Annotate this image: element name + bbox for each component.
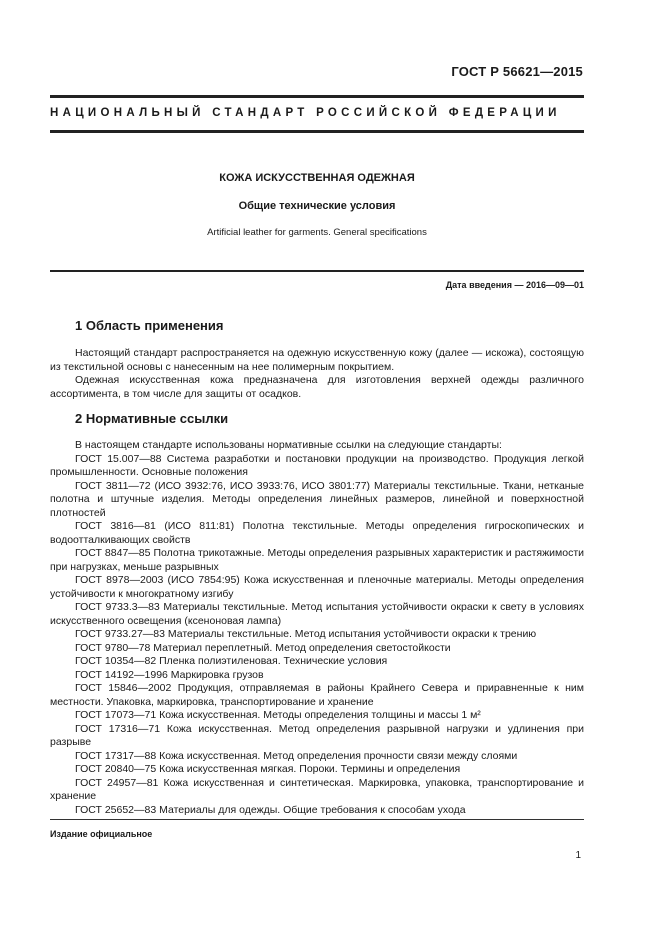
introduction-date: Дата введения — 2016—09—01: [445, 280, 584, 290]
reference-entry: ГОСТ 15.007—88 Система разработки и постановки продукции на производство. Продукция легкой промышленности. Основные положения: [50, 452, 584, 478]
section-1-paragraph: Настоящий стандарт распространяется на одежную искусственную кожу (далее — искожа), состоящую из текстильной основы с нанесенным на нее полимерным покрытием.: [50, 347, 584, 373]
section-2-intro: В настоящем стандарте использованы нормативные ссылки на следующие стандарты:: [75, 439, 502, 451]
reference-entry: ГОСТ 10354—82 Пленка полиэтиленовая. Технические условия: [75, 655, 388, 667]
reference-entry: ГОСТ 17073—71 Кожа искусственная. Методы определения толщины и массы 1 м²: [75, 709, 481, 721]
reference-entry: ГОСТ 9733.3—83 Материалы текстильные. Метод испытания устойчивости окраски к свету в условиях искусственного освещения (ксеноновая лампа): [50, 601, 584, 627]
document-title: КОЖА ИСКУССТВЕННАЯ ОДЕЖНАЯ: [219, 172, 415, 184]
reference-entry: ГОСТ 9733.27—83 Материалы текстильные. Метод испытания устойчивости окраски к трению: [75, 628, 537, 640]
reference-entry: ГОСТ 17316—71 Кожа искусственная. Метод определения разрывной нагрузки и удлинения при разрыве: [50, 722, 584, 748]
reference-entry: ГОСТ 20840—75 Кожа искусственная мягкая. Пороки. Термины и определения: [75, 763, 461, 775]
reference-entry: ГОСТ 17317—88 Кожа искусственная. Метод определения прочности связи между слоями: [75, 749, 518, 762]
reference-entry: ГОСТ 24957—81 Кожа искусственная и синтетическая. Маркировка, упаковка, транспортирование и хранение: [50, 776, 584, 802]
edition-label: Издание официальное: [50, 829, 153, 839]
page-number: 1: [575, 850, 581, 861]
section-2-heading: 2 Нормативные ссылки: [75, 411, 229, 426]
reference-entry: ГОСТ 8978—2003 (ИСО 7854:95) Кожа искусственная и пленочные материалы. Методы определения устойчивости к многократному изгибу: [50, 574, 584, 600]
reference-entry: ГОСТ 3816—81 (ИСО 811:81) Полотна текстильные. Методы определения гигроскопических и водоотталкивающих свойств: [50, 520, 584, 546]
section-1-body: [50, 347, 584, 401]
section-1-paragraph: Одежная искусственная кожа предназначена для изготовления верхней одежды различного ассортимента, в том числе для защиты от осадков.: [50, 374, 584, 400]
reference-entry: ГОСТ 15846—2002 Продукция, отправляемая в районы Крайнего Севера и приравненные к ним местности. Упаковка, маркировка, транспортирование и хранение: [50, 682, 584, 708]
section-1-heading: 1 Область применения: [75, 318, 224, 333]
english-title: Artificial leather for garments. General specifications: [207, 227, 427, 238]
reference-entry: ГОСТ 25652—83 Материалы для одежды. Общие требования к способам ухода: [75, 803, 466, 816]
reference-entry: ГОСТ 3811—72 (ИСО 3932:76, ИСО 3933:76, ИСО 3801:77) Материалы текстильные. Ткани, нетканые полотна и штучные изделия. Методы определения линейных размеров, линейной и поверхностной плотностей: [50, 479, 584, 519]
section-2-body: [50, 439, 584, 817]
document-designation: ГОСТ Р 56621—2015: [451, 64, 583, 79]
document-subtitle: Общие технические условия: [238, 200, 396, 212]
footer-rule: [50, 819, 584, 820]
title-rule: [50, 270, 584, 272]
top-rule: [50, 95, 584, 98]
reference-entry: ГОСТ 9780—78 Материал переплетный. Метод определения светостойкости: [75, 641, 451, 654]
national-standard-banner: НАЦИОНАЛЬНЫЙ СТАНДАРТ РОССИЙСКОЙ ФЕДЕРАЦИИ: [50, 107, 561, 119]
banner-rule: [50, 130, 584, 133]
reference-entry: ГОСТ 14192—1996 Маркировка грузов: [75, 668, 264, 681]
reference-entry: ГОСТ 8847—85 Полотна трикотажные. Методы определения разрывных характеристик и растяжимости при нагрузках, меньше разрывных: [50, 547, 584, 573]
